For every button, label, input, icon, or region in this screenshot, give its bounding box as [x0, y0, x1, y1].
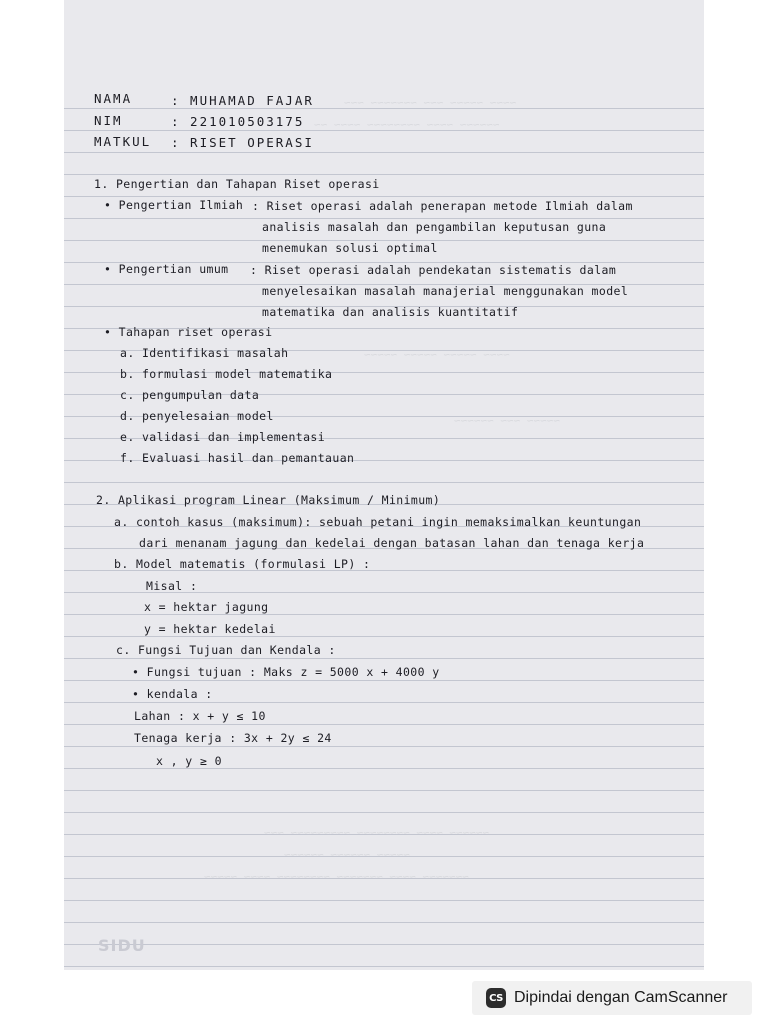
non-negativity: x , y ≥ 0 — [156, 754, 222, 768]
ilmiah-line: analisis masalah dan pengambilan keputusan guna — [262, 220, 607, 234]
pengertian-umum-label: • Pengertian umum — [104, 262, 229, 276]
pengertian-ilmiah-label: • Pengertian Ilmiah — [104, 198, 244, 212]
ilmiah-line: : Riset operasi adalah penerapan metode Ilmiah dalam — [252, 199, 633, 213]
section2-title: 2. Aplikasi program Linear (Maksimum / Minimum) — [96, 493, 441, 507]
variable-x: x = hektar jagung — [144, 600, 269, 614]
fungsi-label: c. Fungsi Tujuan dan Kendala : — [116, 643, 336, 657]
fungsi-tujuan: • Fungsi tujuan : Maks z = 5000 x + 4000 y — [132, 665, 440, 679]
matkul-value: : RISET OPERASI — [171, 135, 314, 150]
camscanner-watermark — [472, 981, 752, 1015]
kendala-tenaga-kerja: Tenaga kerja : 3x + 2y ≤ 24 — [134, 731, 332, 745]
bleed-through-text: ~~~~ ~~~~~ ~~~~~ ~~~~~ — [364, 348, 510, 361]
tahapan-item: e. validasi dan implementasi — [120, 430, 326, 444]
kendala-label: • kendala : — [132, 687, 213, 701]
tahapan-item: f. Evaluasi hasil dan pemantauan — [120, 451, 355, 465]
bleed-through-text: ~~~~~~ ~~~~ ~~~~~~~~ ~~~~~~~~~ ~~~ — [264, 826, 490, 839]
matkul-label: MATKUL — [94, 134, 152, 149]
nama-value: : MUHAMAD FAJAR — [171, 93, 314, 108]
nama-label: NAMA — [94, 91, 133, 106]
nim-value: : 221010503175 — [171, 114, 305, 129]
bleed-through-text: ~~~~~ ~~~ ~~~~~~ — [454, 414, 560, 427]
camscanner-icon: CS — [486, 988, 506, 1008]
umum-line: matematika dan analisis kuantitatif — [262, 305, 519, 319]
tahapan-item: b. formulasi model matematika — [120, 367, 333, 381]
camscanner-text: Dipindai dengan CamScanner — [514, 989, 728, 1006]
tahapan-item: a. Identifikasi masalah — [120, 346, 289, 360]
bleed-through-text: ~~~~~~ ~~~~ ~~~~~~~~ ~~~~ ~~ — [314, 118, 500, 131]
variable-y: y = hektar kedelai — [144, 622, 276, 636]
section1-title: 1. Pengertian dan Tahapan Riset operasi — [94, 177, 380, 191]
nim-label: NIM — [94, 113, 123, 128]
model-label: b. Model matematis (formulasi LP) : — [114, 557, 371, 571]
umum-line: menyelesaikan masalah manajerial menggunakan model — [262, 284, 629, 298]
notebook-page — [64, 0, 704, 970]
umum-line: : Riset operasi adalah pendekatan sistematis dalam — [250, 263, 617, 277]
kendala-lahan: Lahan : x + y ≤ 10 — [134, 709, 266, 723]
contoh-kasus-line: dari menanam jagung dan kedelai dengan batasan lahan dan tenaga kerja — [139, 536, 645, 550]
bleed-through-text: ~~~~ ~~~~~ ~~~ ~~~~~~~ ~~~ — [344, 96, 517, 109]
contoh-kasus-line: a. contoh kasus (maksimum): sebuah petani ingin memaksimalkan keuntungan — [114, 515, 642, 529]
tahapan-item: d. penyelesaian model — [120, 409, 274, 423]
tahapan-label: • Tahapan riset operasi — [104, 325, 273, 339]
ilmiah-line: menemukan solusi optimal — [262, 241, 438, 255]
misal-label: Misal : — [146, 579, 198, 593]
paper-brand-logo: SIDU — [98, 936, 146, 955]
bleed-through-text: ~~~~~~~ ~~~~ ~~~~~~~ ~~~~~~~~ ~~~~ ~~~~~ — [204, 870, 469, 883]
bleed-through-text: ~~~~~ ~~~~~~ ~~~~~~ — [284, 848, 410, 861]
tahapan-item: c. pengumpulan data — [120, 388, 260, 402]
